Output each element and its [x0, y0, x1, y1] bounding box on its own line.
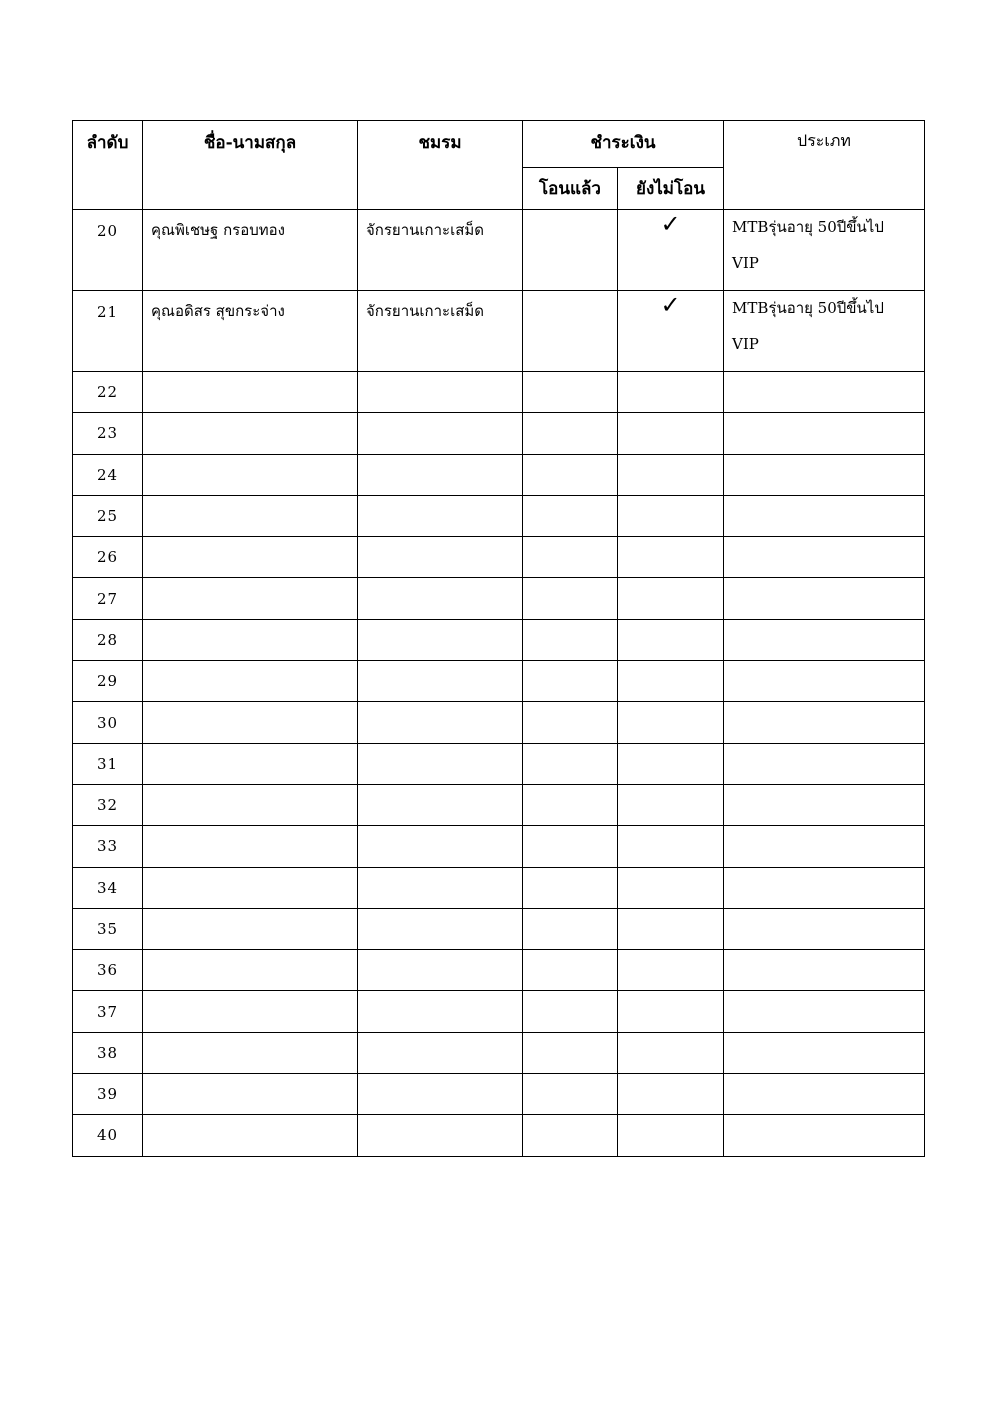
row-type-line1: MTBรุ่นอายุ 50ปีขึ้นไป — [732, 218, 884, 236]
row-unpaid-check-icon: ✓ — [618, 210, 724, 291]
row-number: 34 — [73, 867, 143, 908]
table-row — [73, 784, 925, 825]
table-row — [73, 578, 925, 619]
row-name — [143, 619, 358, 660]
row-type — [724, 784, 925, 825]
row-unpaid — [618, 1032, 724, 1073]
row-unpaid — [618, 867, 724, 908]
row-paid — [523, 537, 618, 578]
row-name — [143, 826, 358, 867]
row-paid — [523, 950, 618, 991]
row-type — [724, 372, 925, 413]
row-unpaid — [618, 495, 724, 536]
row-type — [724, 867, 925, 908]
row-club — [358, 908, 523, 949]
header-payment: ชำระเงิน — [523, 121, 724, 168]
row-type — [724, 495, 925, 536]
row-name — [143, 454, 358, 495]
row-paid — [523, 991, 618, 1032]
row-paid — [523, 578, 618, 619]
row-unpaid — [618, 372, 724, 413]
row-unpaid — [618, 702, 724, 743]
row-club: จักรยานเกาะเสม็ด — [358, 210, 523, 291]
row-number: 23 — [73, 413, 143, 454]
row-number: 40 — [73, 1115, 143, 1156]
row-type — [724, 950, 925, 991]
table-row — [73, 372, 925, 413]
row-type — [724, 619, 925, 660]
table-row — [73, 1074, 925, 1115]
table-row — [73, 867, 925, 908]
row-club — [358, 1115, 523, 1156]
row-club — [358, 495, 523, 536]
row-type — [724, 826, 925, 867]
row-type — [724, 537, 925, 578]
row-unpaid — [618, 991, 724, 1032]
table-row — [73, 661, 925, 702]
row-club — [358, 950, 523, 991]
row-number: 26 — [73, 537, 143, 578]
row-name — [143, 950, 358, 991]
row-unpaid — [618, 784, 724, 825]
row-unpaid — [618, 1115, 724, 1156]
row-club — [358, 867, 523, 908]
row-name — [143, 661, 358, 702]
row-type — [724, 413, 925, 454]
row-paid — [523, 454, 618, 495]
row-name — [143, 867, 358, 908]
row-club — [358, 661, 523, 702]
row-name — [143, 908, 358, 949]
row-number: 20 — [73, 210, 143, 291]
row-type — [724, 1115, 925, 1156]
row-type — [724, 1074, 925, 1115]
row-unpaid — [618, 537, 724, 578]
table-row — [73, 991, 925, 1032]
header-paid: โอนแล้ว — [523, 168, 618, 210]
row-number: 32 — [73, 784, 143, 825]
table-row — [73, 210, 925, 291]
table-row — [73, 454, 925, 495]
row-club — [358, 413, 523, 454]
row-name — [143, 1074, 358, 1115]
row-club — [358, 537, 523, 578]
row-paid — [523, 495, 618, 536]
row-name: คุณอดิสร สุขกระจ่าง — [143, 291, 358, 372]
header-unpaid: ยังไม่โอน — [618, 168, 724, 210]
row-paid — [523, 908, 618, 949]
row-number: 39 — [73, 1074, 143, 1115]
row-club: จักรยานเกาะเสม็ด — [358, 291, 523, 372]
table-row — [73, 702, 925, 743]
row-paid — [523, 413, 618, 454]
table-row — [73, 826, 925, 867]
row-number: 29 — [73, 661, 143, 702]
row-unpaid — [618, 743, 724, 784]
row-number: 31 — [73, 743, 143, 784]
row-name — [143, 495, 358, 536]
table-row — [73, 743, 925, 784]
row-type — [724, 743, 925, 784]
row-number: 38 — [73, 1032, 143, 1073]
row-paid — [523, 1074, 618, 1115]
registration-table — [72, 120, 925, 1157]
row-name — [143, 537, 358, 578]
row-name — [143, 413, 358, 454]
row-number: 30 — [73, 702, 143, 743]
row-club — [358, 991, 523, 1032]
row-paid — [523, 784, 618, 825]
row-number: 36 — [73, 950, 143, 991]
table-row — [73, 291, 925, 372]
row-paid — [523, 619, 618, 660]
table-row — [73, 495, 925, 536]
row-club — [358, 1074, 523, 1115]
row-name: คุณพิเชษฐ กรอบทอง — [143, 210, 358, 291]
row-paid — [523, 867, 618, 908]
row-type-line1: MTBรุ่นอายุ 50ปีขึ้นไป — [732, 299, 884, 317]
row-type-line2: VIP — [732, 335, 759, 353]
row-club — [358, 784, 523, 825]
row-number: 28 — [73, 619, 143, 660]
row-club — [358, 702, 523, 743]
row-name — [143, 784, 358, 825]
row-unpaid — [618, 908, 724, 949]
row-type-line2: VIP — [732, 254, 759, 272]
row-unpaid-check-icon: ✓ — [618, 291, 724, 372]
row-name — [143, 1032, 358, 1073]
table-row — [73, 619, 925, 660]
row-unpaid — [618, 413, 724, 454]
row-unpaid — [618, 454, 724, 495]
row-name — [143, 991, 358, 1032]
table-row — [73, 1032, 925, 1073]
row-type — [724, 1032, 925, 1073]
row-club — [358, 372, 523, 413]
row-number: 22 — [73, 372, 143, 413]
row-paid — [523, 372, 618, 413]
row-type — [724, 908, 925, 949]
row-type — [724, 991, 925, 1032]
row-club — [358, 1032, 523, 1073]
row-unpaid — [618, 661, 724, 702]
row-paid — [523, 1115, 618, 1156]
row-paid — [523, 743, 618, 784]
row-type — [724, 454, 925, 495]
row-unpaid — [618, 619, 724, 660]
row-type — [724, 578, 925, 619]
row-number: 24 — [73, 454, 143, 495]
table-row — [73, 950, 925, 991]
row-type — [724, 702, 925, 743]
row-club — [358, 578, 523, 619]
row-paid — [523, 702, 618, 743]
header-type: ประเภท — [724, 121, 925, 210]
row-type — [724, 661, 925, 702]
row-number: 37 — [73, 991, 143, 1032]
row-name — [143, 1115, 358, 1156]
row-number: 27 — [73, 578, 143, 619]
row-club — [358, 454, 523, 495]
row-name — [143, 743, 358, 784]
row-paid — [523, 1032, 618, 1073]
header-club: ชมรม — [358, 121, 523, 210]
row-name — [143, 702, 358, 743]
row-unpaid — [618, 1074, 724, 1115]
row-unpaid — [618, 950, 724, 991]
row-club — [358, 743, 523, 784]
header-name: ชื่อ-นามสกุล — [143, 121, 358, 210]
row-unpaid — [618, 826, 724, 867]
row-paid — [523, 661, 618, 702]
row-number: 25 — [73, 495, 143, 536]
row-club — [358, 619, 523, 660]
row-club — [358, 826, 523, 867]
table-row — [73, 413, 925, 454]
row-paid — [523, 291, 618, 372]
row-type — [724, 210, 925, 291]
row-paid — [523, 826, 618, 867]
row-number: 33 — [73, 826, 143, 867]
row-name — [143, 372, 358, 413]
row-number: 35 — [73, 908, 143, 949]
row-name — [143, 578, 358, 619]
table-row — [73, 537, 925, 578]
row-paid — [523, 210, 618, 291]
row-unpaid — [618, 578, 724, 619]
table-row — [73, 1115, 925, 1156]
header-no: ลำดับ — [73, 121, 143, 210]
row-number: 21 — [73, 291, 143, 372]
table-row — [73, 908, 925, 949]
row-type — [724, 291, 925, 372]
